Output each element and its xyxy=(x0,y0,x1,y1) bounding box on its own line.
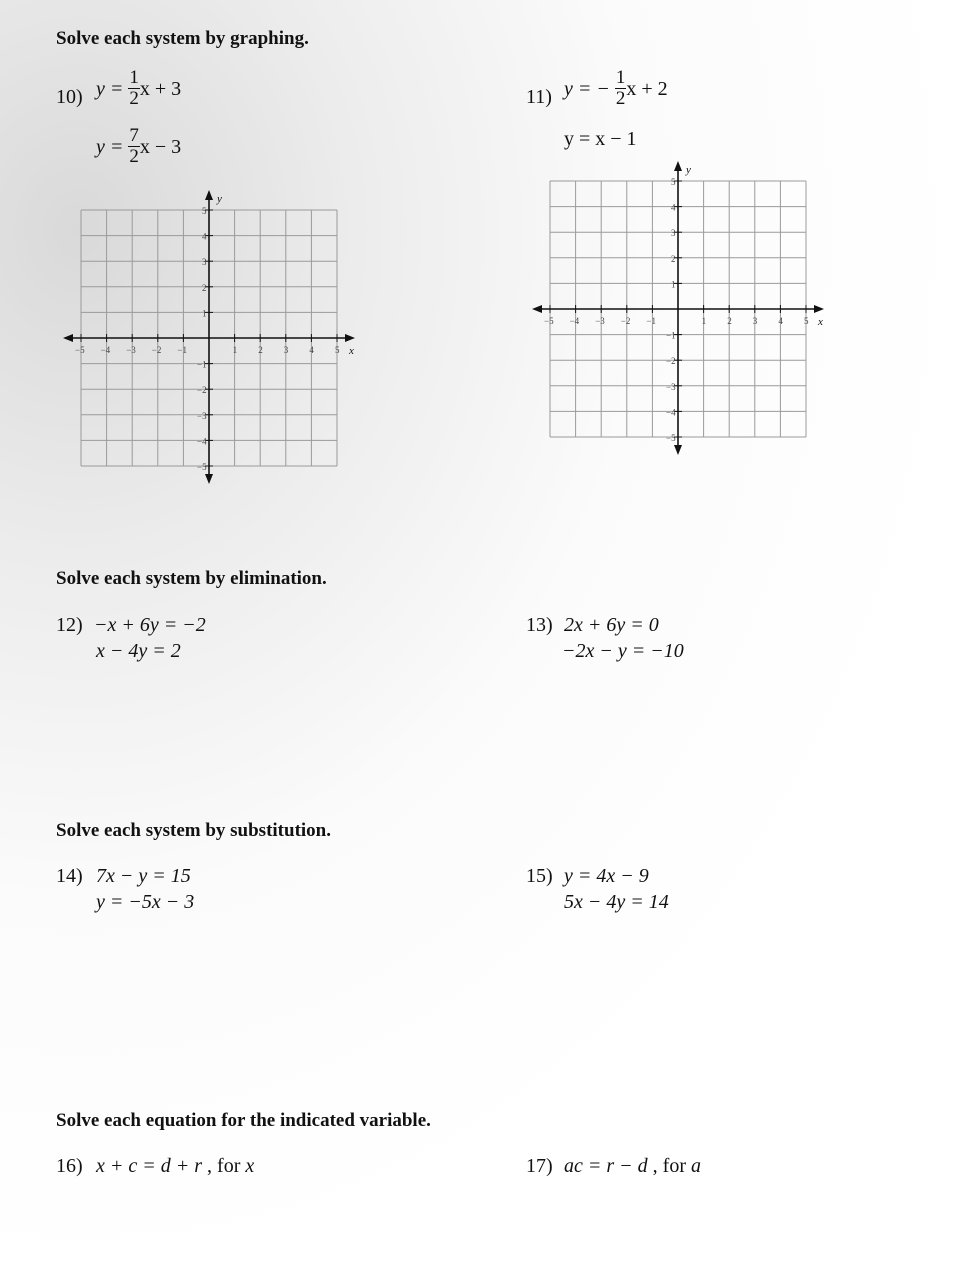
problem-13 xyxy=(526,612,826,672)
y-axis-arrow-up xyxy=(674,161,682,171)
eq-lhs: y = − xyxy=(564,78,610,101)
x-tick-label: 5 xyxy=(335,345,340,355)
eq-lhs: y = xyxy=(96,78,124,101)
y-tick-label: 5 xyxy=(202,206,207,216)
y-tick-label: 4 xyxy=(671,202,676,213)
y-tick-label: 1 xyxy=(202,308,207,319)
equation-suffix: , for xyxy=(207,1155,241,1177)
equation-11-2: y = x − 1 xyxy=(564,128,637,150)
y-tick-label: 4 xyxy=(202,231,207,242)
y-tick-label: 5 xyxy=(671,177,676,187)
equation-15-1: y = 4x − 9 xyxy=(564,865,649,887)
equation-14-2: y = −5x − 3 xyxy=(96,891,195,913)
eq-rest: x + 3 xyxy=(139,78,182,101)
x-tick-label: −3 xyxy=(595,316,605,326)
problem-number: 14) xyxy=(56,865,83,887)
equation-14-1: 7x − y = 15 xyxy=(96,865,191,887)
equation-12-1: −x + 6y = −2 xyxy=(94,614,206,636)
x-axis-arrow-right xyxy=(814,305,824,313)
problem-17 xyxy=(526,1153,826,1183)
x-axis-label: x xyxy=(349,345,354,357)
y-tick-label: −5 xyxy=(197,462,207,472)
equation-13-1: 2x + 6y = 0 xyxy=(564,614,659,636)
problem-number: 15) xyxy=(526,865,553,887)
x-tick-label: 4 xyxy=(778,316,783,326)
section-heading-graphing: Solve each system by graphing. xyxy=(56,28,309,49)
equation-body: x + c = d + r xyxy=(96,1155,203,1177)
x-axis-arrow-left xyxy=(532,305,542,313)
problem-16 xyxy=(56,1153,356,1183)
x-tick-label: −4 xyxy=(100,345,111,355)
y-tick-label: 1 xyxy=(671,279,676,290)
eq-lhs: y = xyxy=(96,136,124,159)
x-tick-label: 3 xyxy=(752,316,758,326)
x-tick-label: 4 xyxy=(309,345,314,355)
fraction-numerator: 1 xyxy=(129,67,139,88)
equation-16 xyxy=(96,1153,254,1179)
y-tick-label: 2 xyxy=(202,282,207,293)
solve-variable: a xyxy=(690,1155,701,1177)
equation-15-2: 5x − 4y = 14 xyxy=(564,891,669,913)
x-tick-label: 1 xyxy=(232,345,238,355)
section-heading-literal: Solve each equation for the indicated variable. xyxy=(56,1110,431,1131)
problem-number: 12) xyxy=(56,614,83,636)
x-tick-label: 3 xyxy=(283,345,289,355)
equation-suffix: , for xyxy=(652,1155,686,1177)
y-tick-label: −1 xyxy=(197,359,207,370)
eq-rest: x − 3 xyxy=(139,136,182,159)
problem-number: 11) xyxy=(526,86,552,108)
eq-rest: x + 2 xyxy=(626,78,668,101)
fraction-denominator: 2 xyxy=(129,88,139,109)
y-tick-label: −2 xyxy=(666,356,676,367)
y-tick-label: −3 xyxy=(666,381,676,392)
section-heading-substitution: Solve each system by substitution. xyxy=(56,820,331,841)
x-tick-label: −1 xyxy=(646,316,656,326)
x-tick-label: −5 xyxy=(75,345,85,355)
fraction-denominator: 2 xyxy=(129,146,139,167)
y-axis-label: y xyxy=(217,193,222,205)
y-tick-label: −4 xyxy=(666,407,676,418)
solve-variable: x xyxy=(245,1155,255,1177)
problem-number: 10) xyxy=(56,86,83,108)
y-tick-label: −1 xyxy=(666,330,676,341)
equation-12-2: x − 4y = 2 xyxy=(96,640,181,662)
problem-12 xyxy=(56,612,356,672)
fraction-numerator: 7 xyxy=(129,125,139,146)
x-tick-label: −4 xyxy=(569,316,580,326)
y-tick-label: −2 xyxy=(197,385,207,396)
problem-number: 16) xyxy=(56,1155,83,1177)
y-tick-label: −5 xyxy=(666,433,676,443)
x-axis-label: x xyxy=(818,316,823,328)
x-tick-label: 2 xyxy=(727,316,732,326)
x-tick-label: −1 xyxy=(177,345,187,355)
problem-number: 13) xyxy=(526,614,553,636)
y-tick-label: −4 xyxy=(197,436,207,447)
x-tick-label: 2 xyxy=(258,345,263,355)
y-tick-label: −3 xyxy=(197,410,207,421)
y-axis-arrow-down xyxy=(674,445,682,455)
x-tick-label: −2 xyxy=(151,345,162,355)
x-tick-label: −5 xyxy=(544,316,554,326)
equation-17 xyxy=(564,1153,701,1179)
y-tick-label: 3 xyxy=(671,228,676,239)
section-heading-elimination: Solve each system by elimination. xyxy=(56,568,327,589)
x-tick-label: 5 xyxy=(804,316,809,326)
y-tick-label: 3 xyxy=(202,257,207,268)
x-tick-label: −2 xyxy=(620,316,631,326)
problem-number: 17) xyxy=(526,1155,553,1177)
equation-13-2: −2x − y = −10 xyxy=(562,640,684,662)
problem-15 xyxy=(526,863,826,923)
y-tick-label: 2 xyxy=(671,253,676,264)
equation-body: ac = r − d xyxy=(564,1155,648,1177)
fraction-numerator: 1 xyxy=(615,67,626,88)
x-tick-label: 1 xyxy=(701,316,707,326)
x-tick-label: −3 xyxy=(126,345,136,355)
y-axis-label: y xyxy=(686,164,691,176)
fraction-denominator: 2 xyxy=(615,88,626,109)
problem-14 xyxy=(56,863,356,923)
